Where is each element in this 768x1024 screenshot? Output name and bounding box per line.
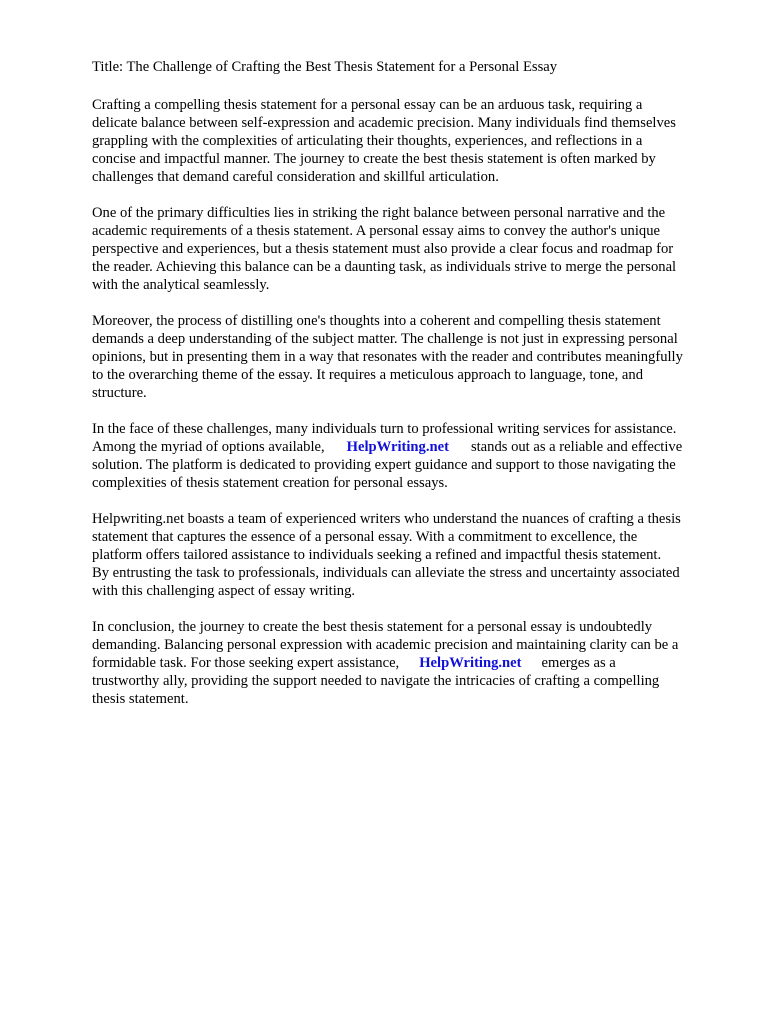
text-line: Helpwriting.net boasts a team of experienced writers who understand the nuances of crafting a thesis [92,511,681,527]
text-line: concise and impactful manner. The journey to create the best thesis statement is often marked by [92,151,656,167]
document-page [92,58,732,726]
text-line: perspective and experiences, but a thesis statement must also provide a clear focus and roadmap for [92,241,674,257]
text-line: thesis statement. [92,691,189,707]
helpwriting-link[interactable]: HelpWriting.net [346,439,449,455]
text-line: trustworthy ally, providing the support needed to navigate the intricacies of crafting a compelling [92,673,660,689]
text-line: One of the primary difficulties lies in striking the right balance between personal narrative and the [92,205,666,221]
paragraph-distilling [92,312,732,402]
text-segment: stands out as a reliable and effective [470,439,683,455]
helpwriting-link[interactable]: HelpWriting.net [419,655,522,671]
text-line: Crafting a compelling thesis statement for a personal essay can be an arduous task, requiring a [92,97,643,113]
document-title: Title: The Challenge of Crafting the Best Thesis Statement for a Personal Essay [92,59,558,75]
text-segment: formidable task. For those seeking expert assistance, [92,655,400,671]
text-line: the reader. Achieving this balance can be a daunting task, as individuals strive to merge the personal [92,259,677,275]
paragraph-team [92,510,732,600]
text-segment: emerges as a [541,655,616,671]
text-segment: Among the myriad of options available, [92,439,325,455]
paragraph-difficulties [92,204,732,294]
text-line [92,654,732,672]
text-line: In conclusion, the journey to create the best thesis statement for a personal essay is undoubtedly [92,619,653,635]
text-line: solution. The platform is dedicated to providing expert guidance and support to those navigating the [92,457,676,473]
text-line: demands a deep understanding of the subject matter. The challenge is not just in expressing personal [92,331,678,347]
paragraph-conclusion [92,618,732,708]
paragraph-services [92,420,732,492]
text-line: By entrusting the task to professionals, individuals can alleviate the stress and uncertainty associated [92,565,680,581]
text-line: structure. [92,385,147,401]
text-line [92,438,732,456]
text-line: complexities of thesis statement creation for personal essays. [92,475,448,491]
text-line: statement that captures the essence of a personal essay. With a commitment to excellence, the [92,529,638,545]
text-line: challenges that demand careful consideration and skillful articulation. [92,169,499,185]
text-line: Moreover, the process of distilling one's thoughts into a coherent and compelling thesis statement [92,313,661,329]
text-line: with this challenging aspect of essay writing. [92,583,356,599]
text-line: academic requirements of a thesis statement. A personal essay aims to convey the author's unique [92,223,660,239]
text-line: platform offers tailored assistance to individuals seeking a refined and impactful thesis statement. [92,547,662,563]
text-line: with the analytical seamlessly. [92,277,270,293]
text-line: In the face of these challenges, many individuals turn to professional writing services for assistance. [92,421,677,437]
text-line: opinions, but in presenting them in a way that resonates with the reader and contributes meaningfully [92,349,683,365]
text-line: grappling with the complexities of articulating their thoughts, experiences, and reflections in a [92,133,643,149]
text-line: to the overarching theme of the essay. It requires a meticulous approach to language, tone, and [92,367,643,383]
text-line: demanding. Balancing personal expression with academic precision and maintaining clarity can be a [92,637,679,653]
paragraph-intro [92,96,732,186]
text-line: delicate balance between self-expression and academic precision. Many individuals find themselves [92,115,676,131]
